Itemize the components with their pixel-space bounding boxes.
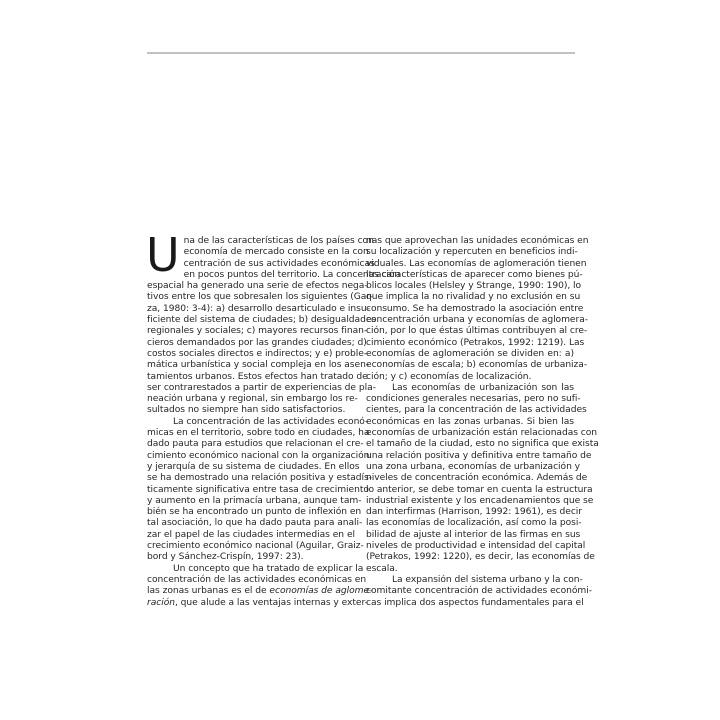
text-line: cieros demandados por las grandes ciudades; d) [147, 337, 367, 348]
text-line: micas en el territorio, sobre todo en ciudades, ha [147, 428, 370, 439]
text-line: económicas en las zonas urbanas. Si bien las [366, 416, 574, 427]
text-line: economías de escala; b) economías de urbaniza- [366, 360, 588, 371]
text-line: en pocos puntos del territorio. La concentración [183, 269, 401, 280]
text-line: cimiento económico nacional con la organización [147, 450, 370, 461]
text-line: La expansión del sistema urbano y la con- [392, 574, 583, 585]
text-line: centración de sus actividades económicas [183, 258, 375, 269]
text-line: espacial ha generado una serie de efectos nega- [147, 281, 368, 292]
text-line: economía de mercado consiste en la con [183, 247, 369, 258]
text-line: ticamente significativa entre tasa de crecimiento [147, 484, 369, 495]
text-line: La concentración de las actividades econó- [173, 416, 369, 427]
text-line: bién se ha encontrado un punto de inflexión en [147, 507, 362, 518]
paragraph-5 [366, 382, 599, 575]
text-line [147, 586, 373, 597]
text-line: y aumento en la primacía urbana, aunque tam- [147, 495, 362, 506]
text-line: ser contrarestados a partir de experiencias de pla- [147, 382, 376, 393]
text-line: economías de aglomeración se dividen en: a) [366, 348, 574, 359]
header-rule [147, 52, 575, 54]
text-line: cimiento económico (Petrakos, 1992: 1219). Las [366, 337, 585, 348]
text-line: za, 1980: 3-4): a) desarrollo desarticulado e insu- [147, 303, 370, 314]
text-line: concentración urbana y economías de aglomera- [366, 315, 588, 326]
text-line: concentración de las actividades económicas en [147, 574, 367, 585]
text-line: el tamaño de la ciudad, esto no significa que exista [366, 439, 599, 450]
text-line: mática urbanística y social compleja en los asen- [147, 360, 370, 371]
text-line: sultados no siempre han sido satisfactorios. [147, 405, 346, 416]
text-line: condiciones generales necesarias, pero no sufi- [366, 394, 581, 405]
text-line: dan interfirmas (Harrison, 1992: 1961), es decir [366, 507, 582, 518]
text-line: Un concepto que ha tratado de explicar la [173, 563, 364, 574]
text-line: (Petrakos, 1992: 1220), es decir, las economías de [366, 552, 595, 563]
text-line: bilidad de ajuste al interior de las firmas en sus [366, 529, 581, 540]
text-line [147, 597, 368, 609]
text-line: una zona urbana, economías de urbanización y [366, 461, 580, 472]
text-line: na de las características de los países con [183, 236, 374, 246]
text-line: comitante concentración de actividades económi- [366, 586, 592, 597]
text-line: lo anterior, se debe tomar en cuenta la estructura [366, 484, 593, 495]
text-line: las economías de localización, así como la posi- [366, 518, 582, 529]
text-line: cas implica dos aspectos fundamentales para el [366, 597, 584, 608]
text-line: y jerarquía de su sistema de ciudades. En ellos [147, 461, 360, 472]
paragraph-4 [366, 236, 589, 383]
paragraph-2 [147, 416, 372, 564]
text-line: tal asociación, lo que ha dado pauta para anali- [147, 518, 363, 529]
text-line: ción; y c) economías de localización. [366, 371, 532, 382]
text-line: las características de aparecer como bienes pú- [366, 269, 583, 280]
italic-term: ración [147, 597, 175, 608]
text-line: nas que aprovechan las unidades económicas en [366, 236, 589, 246]
text-line: cientes, para la concentración de las actividades [366, 405, 587, 416]
text-line: niveles de productividad e intensidad del capital [366, 541, 586, 552]
text-line: su localización y repercuten en beneficios indi- [366, 247, 578, 258]
text-line: industrial existente y los encadenamientos que se [366, 495, 594, 506]
text-line: consumo. Se ha demostrado la asociación entre [366, 303, 584, 314]
text-line: zar el papel de las ciudades intermedias en el [147, 529, 355, 540]
text-fragment: , que alude a las ventajas internas y exter- [174, 597, 368, 608]
text-fragment: las zonas urbanas es el de [147, 586, 270, 597]
text-line: niveles de concentración económica. Además de [366, 473, 588, 484]
text-line: dado pauta para estudios que relacionan el cre- [147, 439, 364, 450]
text-line: ción, por lo que éstas últimas contribuyen al cre- [366, 326, 588, 337]
paragraph-1 [146, 228, 401, 417]
text-line: neación urbana y regional, sin embargo los re- [147, 394, 358, 405]
text-line: viduales. Las economías de aglomeración tienen [366, 258, 587, 269]
text-line: tivos entre los que sobresalen los siguientes (Gar- [147, 292, 373, 303]
text-line: blicos locales (Helsley y Strange, 1990: 190), lo [366, 281, 582, 292]
text-line: ficiente del sistema de ciudades; b) desigualdades [147, 315, 377, 326]
text-line: regionales y sociales; c) mayores recursos finan- [147, 326, 368, 337]
text-line: una relación positiva y definitiva entre tamaño de [366, 450, 592, 461]
text-line: economías de urbanización están relacionadas con [366, 428, 598, 439]
text-line: se ha demostrado una relación positiva y estadís- [147, 473, 372, 484]
text-line: crecimiento económico nacional (Aguilar, Graiz- [147, 541, 364, 552]
text-line: que implica la no rivalidad y no exclusión en su [366, 292, 581, 303]
text-line: tamientos urbanos. Estos efectos han tratado de [147, 371, 368, 382]
text-line: bord y Sánchez-Crispín, 1997: 23). [147, 552, 304, 563]
paragraph-3 [147, 563, 373, 609]
text-line: Las economías de urbanización son las [392, 382, 574, 393]
text-line: costos sociales directos e indirectos; y e) proble- [147, 348, 367, 359]
right-column [366, 236, 599, 609]
paragraph-6 [366, 574, 592, 609]
drop-cap: U [146, 228, 180, 282]
italic-term: economías de aglome- [269, 586, 373, 597]
text-line: escala. [366, 563, 398, 574]
